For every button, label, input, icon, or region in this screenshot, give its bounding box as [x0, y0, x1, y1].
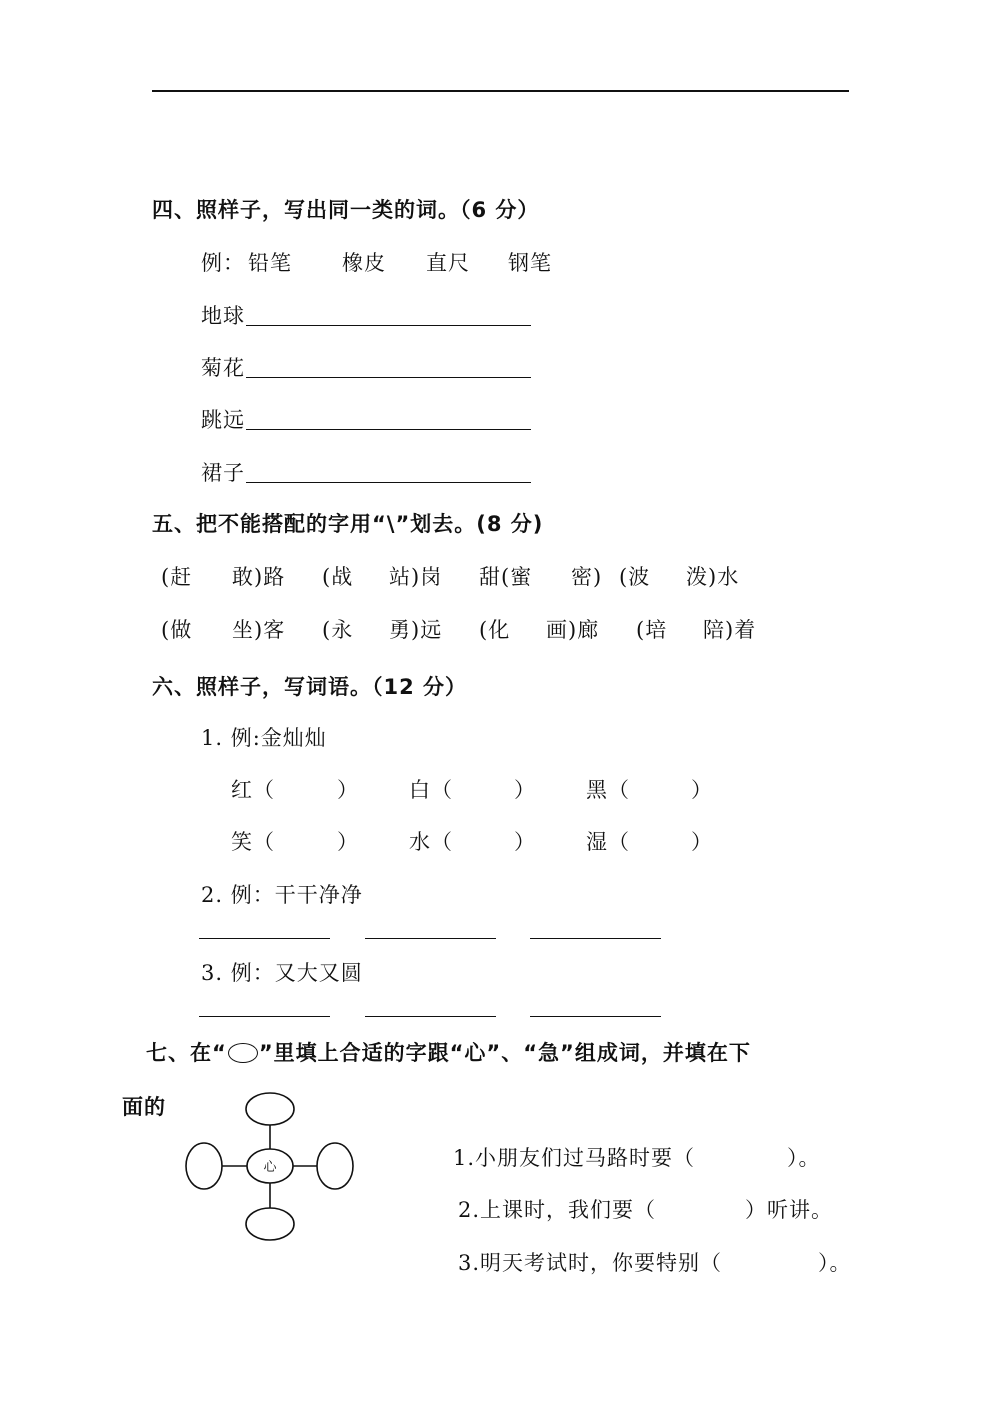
- section-4-example-label: 例：: [201, 251, 245, 275]
- section-7-title-post: ”里填上合适的字跟“心”、“急”组成词，并填在下: [258, 1041, 751, 1065]
- char-choice[interactable]: 泼)水: [686, 565, 740, 589]
- char-choice[interactable]: (波: [619, 565, 651, 589]
- char-choice[interactable]: 勇)远: [389, 618, 443, 642]
- sentence-2-post: ）听讲。: [745, 1198, 833, 1222]
- fill-suffix: ）: [337, 830, 359, 854]
- item-3-example: 3. 例：又大又圆: [201, 961, 363, 985]
- fill-prefix: 黑（: [586, 778, 630, 802]
- section-4-title: 四、照样子，写出同一类的词。（6 分）: [152, 198, 540, 222]
- answer-line[interactable]: [530, 938, 661, 939]
- section-7-title-pre: 七、在“: [146, 1041, 227, 1065]
- item-1-example: 1. 例:金灿灿: [201, 726, 327, 750]
- sentence-3-pre: 3.明天考试时，你要特别（: [458, 1251, 723, 1275]
- blank-oval[interactable]: [317, 1143, 353, 1189]
- char-choice[interactable]: 陪)着: [703, 618, 757, 642]
- answer-line[interactable]: [365, 1016, 496, 1017]
- section-5-title: 五、把不能搭配的字用“\”划去。(8 分): [152, 512, 544, 536]
- prompt-word: 跳远: [201, 408, 245, 432]
- answer-line[interactable]: [365, 938, 496, 939]
- prompt-word: 地球: [201, 304, 245, 328]
- answer-line[interactable]: [246, 377, 531, 378]
- answer-line[interactable]: [246, 482, 531, 483]
- answer-line[interactable]: [246, 325, 531, 326]
- example-word: 铅笔: [248, 251, 292, 275]
- sentence-2-pre: 2.上课时，我们要（: [458, 1198, 657, 1222]
- char-choice[interactable]: 敢)路: [232, 565, 286, 589]
- fill-prefix: 白（: [409, 778, 453, 802]
- char-choice[interactable]: (培: [636, 618, 668, 642]
- answer-line[interactable]: [530, 1016, 661, 1017]
- char-choice[interactable]: (做: [161, 618, 193, 642]
- heart-word-diagram: [180, 1090, 360, 1250]
- prompt-word: 裙子: [201, 461, 245, 485]
- fill-prefix: 水（: [409, 830, 453, 854]
- answer-line[interactable]: [199, 1016, 330, 1017]
- fill-suffix: ）: [337, 778, 359, 802]
- char-choice[interactable]: (永: [322, 618, 354, 642]
- center-char: 心: [263, 1160, 277, 1175]
- prompt-word: 菊花: [201, 356, 245, 380]
- char-choice[interactable]: 坐)客: [232, 618, 286, 642]
- section-7-title: [146, 1043, 751, 1064]
- char-choice[interactable]: 甜(蜜: [479, 565, 533, 589]
- blank-oval[interactable]: [246, 1208, 294, 1240]
- oval-icon: [228, 1043, 258, 1063]
- blank-oval[interactable]: [186, 1143, 222, 1189]
- sentence-1-pre: 1.小朋友们过马路时要（: [453, 1146, 696, 1170]
- answer-line[interactable]: [199, 938, 330, 939]
- char-choice[interactable]: 站)岗: [389, 565, 443, 589]
- fill-suffix: ）: [514, 778, 536, 802]
- fill-suffix: ）: [691, 830, 713, 854]
- fill-prefix: 红（: [231, 778, 275, 802]
- answer-line[interactable]: [246, 429, 531, 430]
- fill-suffix: ）: [691, 778, 713, 802]
- fill-suffix: ）: [514, 830, 536, 854]
- char-choice[interactable]: (赶: [161, 565, 193, 589]
- section-7-title-line-2: 面的: [122, 1095, 166, 1119]
- char-choice[interactable]: (战: [322, 565, 354, 589]
- sentence-3-post: ）。: [818, 1251, 852, 1275]
- header-rule: [152, 90, 849, 92]
- char-choice[interactable]: 画)廊: [546, 618, 600, 642]
- fill-prefix: 笑（: [231, 830, 275, 854]
- section-6-title: 六、照样子，写词语。（12 分）: [152, 675, 468, 699]
- example-word: 直尺: [426, 251, 470, 275]
- char-choice[interactable]: (化: [479, 618, 511, 642]
- example-word: 橡皮: [342, 251, 386, 275]
- blank-oval[interactable]: [246, 1093, 294, 1125]
- sentence-1-post: ）。: [787, 1146, 821, 1170]
- fill-prefix: 湿（: [586, 830, 630, 854]
- item-2-example: 2. 例：干干净净: [201, 883, 363, 907]
- example-word: 钢笔: [508, 251, 552, 275]
- char-choice[interactable]: 密): [571, 565, 603, 589]
